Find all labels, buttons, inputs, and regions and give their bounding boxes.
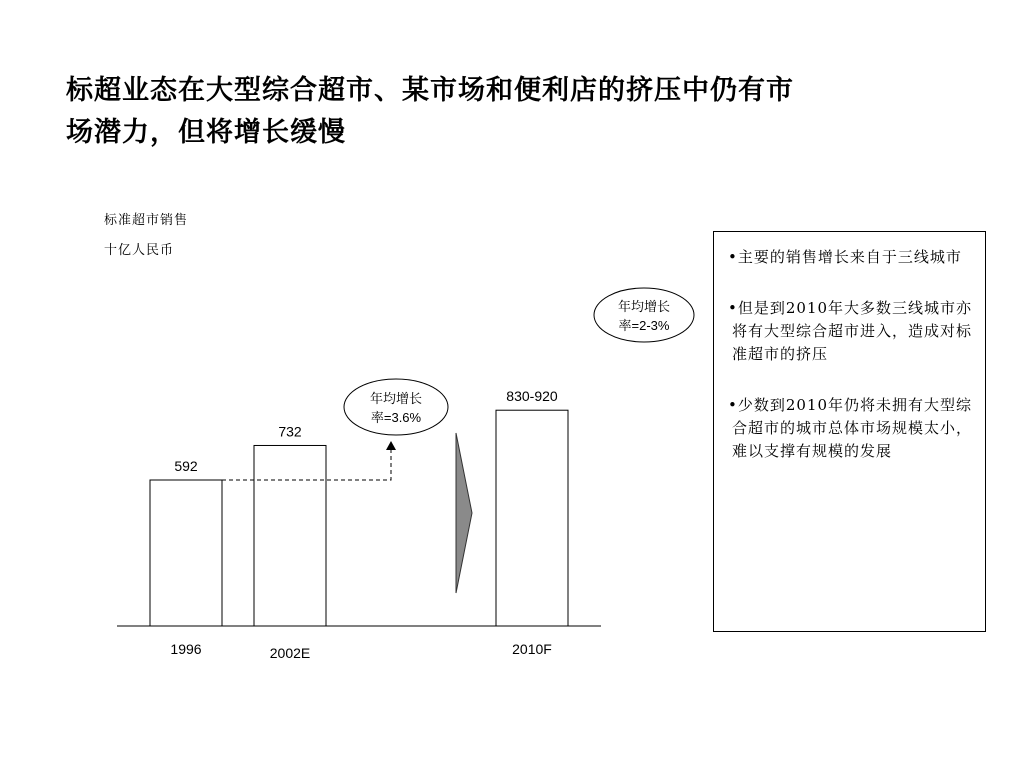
- growth-rate-bubble-1: [344, 379, 448, 435]
- page-title-line-1: 标超业态在大型综合超市、某市场和便利店的挤压中仍有市: [66, 75, 794, 106]
- x-tick-label-1996: 1996: [170, 641, 202, 657]
- data-label-1996: 592: [174, 458, 198, 474]
- x-tick-label-2010F: 2010F: [512, 641, 552, 657]
- bar-1996: [150, 480, 222, 626]
- growth-rate-bubble-2: [594, 288, 694, 342]
- note-item-3: • 少数到2010年仍将未拥有大型综合超市的城市总体市场规模太小，难以支撑有规模的发展: [732, 394, 973, 463]
- growth-rate-label-2-line-2: 率=2-3%: [618, 318, 670, 333]
- data-label-2002E: 732: [278, 423, 302, 440]
- bar-2002E: [254, 445, 326, 626]
- note-item-1: • 主要的销售增长来自于三线城市: [732, 246, 973, 269]
- growth-rate-label-1-line-2: 率=3.6%: [370, 410, 422, 425]
- page-title-line-2: 场潜力，但将增长缓慢: [66, 117, 346, 148]
- notes-box: [713, 231, 986, 632]
- growth-rate-label-1-line-1: 年均增长: [369, 392, 423, 407]
- growth-connector-arrowhead: [386, 441, 396, 450]
- growth-rate-label-2-line-1: 年均增长: [617, 300, 671, 315]
- data-label-2010F: 830-920: [506, 388, 558, 405]
- bar-2010F: [496, 410, 568, 626]
- chart-title: 标准超市销售: [104, 213, 189, 228]
- period-transition-arrow-icon: [456, 433, 472, 593]
- x-tick-label-2002E: 2002E: [269, 645, 311, 661]
- note-item-2: • 但是到2010年大多数三线城市亦将有大型综合超市进入，造成对标准超市的挤压: [732, 297, 973, 366]
- chart-unit-label: 十亿人民币: [104, 243, 175, 258]
